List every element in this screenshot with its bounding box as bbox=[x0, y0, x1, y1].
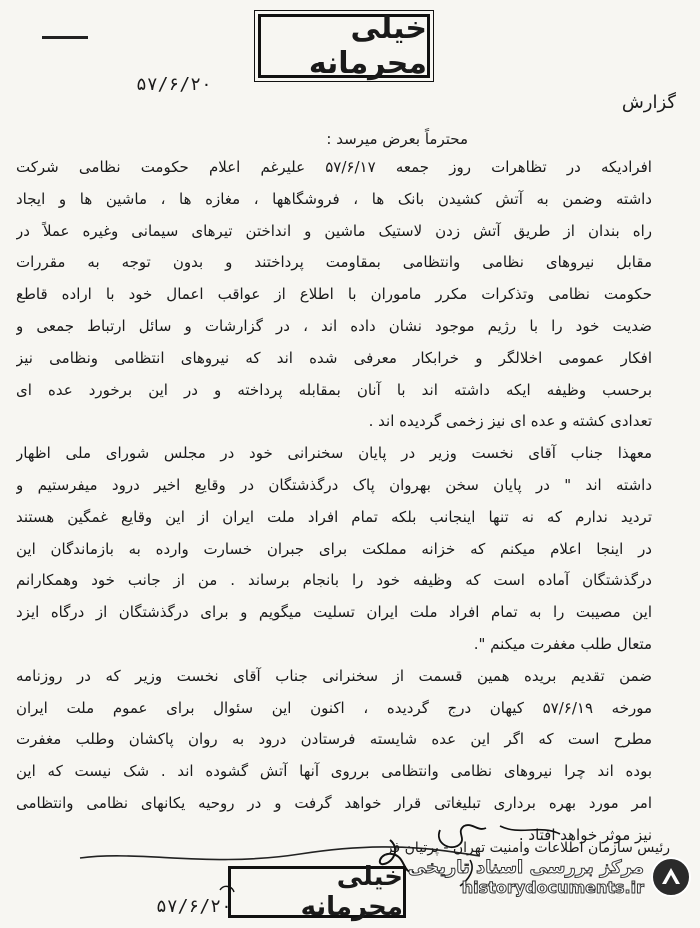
classification-stamp-top bbox=[258, 11, 430, 81]
body-line: امر مورد بهره برداری تبلیغاتی قرار خواهد گرفت و در روحیه یکانهای نظامی وانتظامی bbox=[16, 793, 652, 812]
body-line: داشته اند " در پایان سخن بهروان پاک درگذشتگان در وقایع اخیر درود میفرستیم و bbox=[16, 475, 652, 494]
signature-line: رئیس سازمان اطلاعات وامنیت تهران - پرتیان فر bbox=[385, 840, 670, 856]
body-line: داشته وضمن به آتش کشیدن بانک ها ، فروشگاهها ، مغازه ها ، ماشین ها و ایجاد bbox=[16, 189, 652, 208]
body-line: درگذشتگان آماده است که وظیفه خود را بانجام برساند . من از جانب خود وهمکارانم bbox=[16, 571, 652, 590]
body-line: برحسب وظیفه ایکه داشته اند با آنان بمقابله پرداخته و در این برخورد عده ای bbox=[16, 380, 652, 399]
report-title: گزارش bbox=[621, 92, 676, 113]
classification-text-top: خیلی محرمانه bbox=[308, 11, 427, 81]
body-line: در اینجا اعلام میکنم که خزانه مملکت برای جبران خسارت وارده به بازماندگان این bbox=[16, 539, 652, 558]
classification-stamp-bottom bbox=[228, 862, 406, 922]
body-line: حکومت نظامی وتذکرات مکرر ماموران با اطلاع از عواقب اعمال خود با اراده قاطع bbox=[16, 285, 652, 304]
body-line: افکار عمومی اخلالگر و خرابکار معرفی شده اند که نیروهای انتظامی ونظامی نیز bbox=[16, 348, 652, 367]
salutation: محترماً بعرض میرسد : bbox=[326, 130, 468, 148]
body-line: تعدادی کشته و عده ای نیز زخمی گردیده اند . bbox=[368, 412, 652, 431]
body-line: ضمن تقدیم بریده همین قسمت از سخنرانی جناب آقای نخست وزیر که در روزنامه bbox=[16, 666, 652, 685]
body-line: مقابل نیروهای نظامی وانتظامی بمقاومت پرداختند و بدون توجه به مقررات bbox=[16, 253, 652, 272]
body-line: بوده اند چرا نیروهای نظامی وانتظامی برروی آنها آتش گشوده اند . شک نیست که این bbox=[16, 762, 652, 781]
watermark-name: مرکز بررسی اسناد تاریخی bbox=[407, 857, 644, 878]
archive-logo-icon bbox=[650, 856, 692, 898]
body-line: راه بندان از طریق آتش زدن لاستیک ماشین و انداختن تیرهای سیمانی وغیره عملاً در bbox=[16, 221, 652, 240]
classification-text-bottom: خیلی محرمانه bbox=[300, 862, 403, 922]
body-line: ضدیت خود را با رژیم موجود نشان داده اند ، در گزارشات و سائل ارتباط جمعی و bbox=[16, 316, 652, 335]
corner-mark bbox=[42, 36, 88, 39]
date-bottom: ۵۷/۶/۲۰ bbox=[156, 896, 232, 917]
date-top: ۵۷/۶/۲۰ bbox=[136, 74, 212, 95]
body-line: متعال طلب مغفرت میکنم ". bbox=[473, 634, 652, 653]
watermark-url: historydocuments.ir bbox=[461, 878, 644, 897]
archive-watermark bbox=[408, 856, 692, 898]
watermark-text bbox=[408, 857, 644, 897]
body-line: معهذا جناب آقای نخست وزیر در پایان سخنرانی خود در مجلس شورای ملی اظهار bbox=[16, 444, 652, 463]
body-line: مطرح است که اگر این عده شایسته فرستادن درود به روان پاکشان وطلب مغفرت bbox=[16, 730, 652, 749]
body-line: افرادیکه در تظاهرات روز جمعه ۵۷/۶/۱۷ علیرغم اعلام حکومت نظامی شرکت bbox=[16, 158, 652, 176]
report-body bbox=[16, 152, 652, 852]
body-line: نیز موثر خواهد افتاد . bbox=[518, 825, 652, 844]
body-line: تردید ندارم که نه تنها اینجانب بلکه تمام افراد ملت ایران از این وقایع غمگین هستند bbox=[16, 507, 652, 526]
body-line: مورخه ۵۷/۶/۱۹ کیهان درج گردیده ، اکنون این سئوال برای عموم ملت ایران bbox=[16, 698, 652, 717]
body-line: این مصیبت را به تمام افراد ملت ایران تسلیت میگویم و برای درگذشتگان از درگاه ایزد bbox=[16, 603, 652, 622]
